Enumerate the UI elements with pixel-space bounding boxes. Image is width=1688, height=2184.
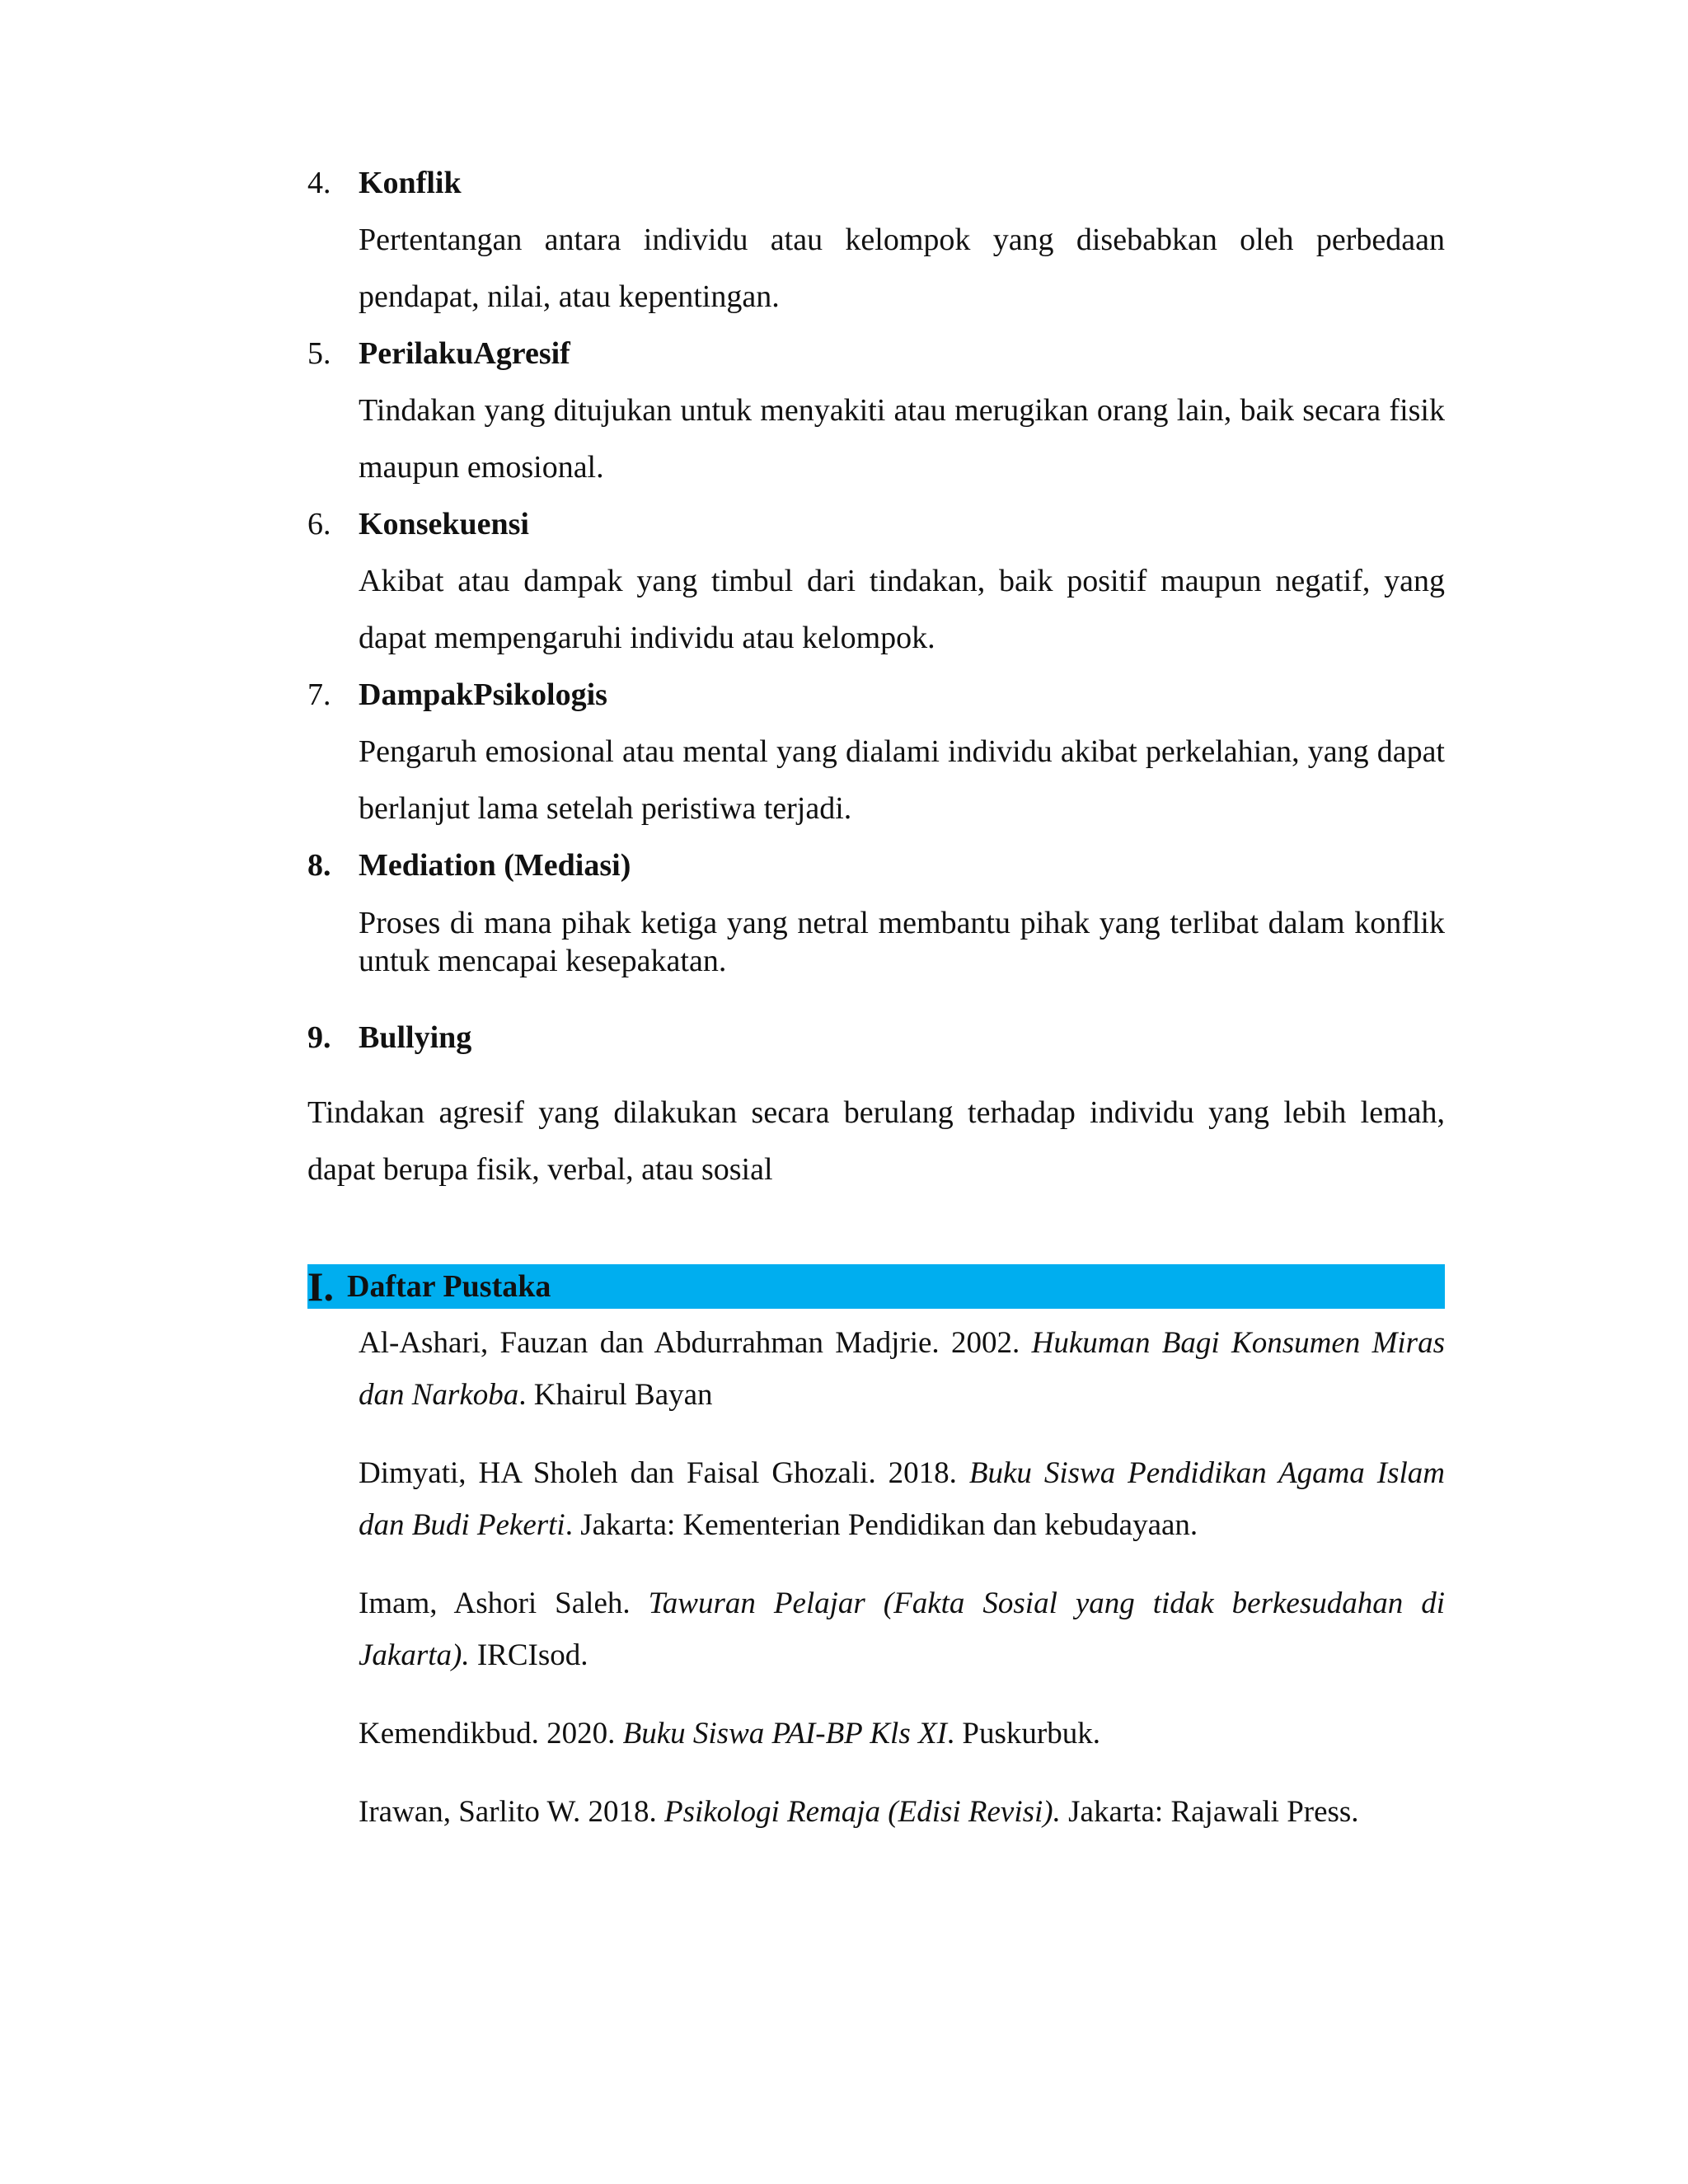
item-description: Akibat atau dampak yang timbul dari tindakan, baik positif maupun negatif, yang dapat mempengaruhi individu atau kelompok.	[359, 564, 1445, 655]
reference-item	[359, 1577, 1445, 1681]
reference-author: Dimyati, HA Sholeh dan Faisal Ghozali. 2018.	[359, 1456, 969, 1490]
item-description: Pengaruh emosional atau mental yang dialami individu akibat perkelahian, yang dapat berlanjut lama setelah peristiwa terjadi.	[359, 734, 1445, 826]
item-number: 8.	[307, 848, 331, 883]
reference-item	[359, 1317, 1445, 1421]
item-term: DampakPsikologis	[359, 677, 607, 712]
reference-title: Psikologi Remaja (Edisi Revisi).	[663, 1795, 1061, 1829]
glossary-item-konsekuensi	[307, 496, 1445, 553]
glossary-item-perilaku-agresif	[307, 326, 1445, 382]
reference-publisher: IRCIsod.	[469, 1638, 588, 1672]
item-term: Mediation (Mediasi)	[359, 848, 631, 883]
glossary-item-dampak-psikologis	[307, 667, 1445, 724]
reference-title: Tawuran Pelajar (Fakta Sosial yang tidak berkesudahan di Jakarta).	[359, 1586, 1445, 1672]
item-description: Tindakan agresif yang dilakukan secara berulang terhadap individu yang lebih lemah, dapat berupa fisik, verbal, atau sosial	[307, 1095, 1445, 1187]
reference-item	[359, 1786, 1445, 1838]
item-number: 4.	[307, 166, 331, 200]
item-number: 6.	[307, 507, 331, 541]
item-term: PerilakuAgresif	[359, 336, 570, 371]
section-number: I.	[307, 1263, 334, 1310]
section-heading-bar	[307, 1264, 1445, 1309]
reference-list	[359, 1317, 1445, 1838]
item-description: Pertentangan antara individu atau kelompok yang disebabkan oleh perbedaan pendapat, nilai, atau kepentingan.	[359, 223, 1445, 314]
reference-publisher: Jakarta: Rajawali Press.	[1060, 1795, 1359, 1829]
page-content	[307, 155, 1445, 1864]
reference-item	[359, 1447, 1445, 1551]
item-number: 9.	[307, 1020, 331, 1055]
reference-item	[359, 1708, 1445, 1760]
item-description: Tindakan yang ditujukan untuk menyakiti atau merugikan orang lain, baik secara fisik maupun emosional.	[359, 393, 1445, 485]
reference-title: Buku Siswa PAI-BP Kls XI	[622, 1717, 947, 1750]
item-number: 7.	[307, 677, 331, 712]
glossary-item-konflik	[307, 155, 1445, 212]
reference-author: Al-Ashari, Fauzan dan Abdurrahman Madjrie. 2002.	[359, 1326, 1032, 1360]
reference-author: Kemendikbud. 2020.	[359, 1717, 623, 1750]
reference-author: Irawan, Sarlito W. 2018.	[359, 1795, 664, 1829]
reference-publisher: . Puskurbuk.	[946, 1717, 1100, 1750]
item-term: Konflik	[359, 166, 462, 200]
section-title: Daftar Pustaka	[347, 1269, 551, 1304]
item-term: Konsekuensi	[359, 507, 529, 541]
item-number: 5.	[307, 336, 331, 371]
item-term: Bullying	[359, 1020, 472, 1055]
reference-publisher: . Khairul Bayan	[518, 1378, 713, 1412]
reference-title: Hukuman Bagi Konsumen Miras dan Narkoba	[359, 1326, 1445, 1412]
reference-publisher: . Jakarta: Kementerian Pendidikan dan kebudayaan.	[565, 1508, 1198, 1542]
glossary-item-mediation	[307, 837, 1445, 894]
reference-title: Buku Siswa Pendidikan Agama Islam dan Budi Pekerti	[359, 1456, 1445, 1542]
item-description: Proses di mana pihak ketiga yang netral membantu pihak yang terlibat dalam konflik untuk mencapai kesepakatan.	[359, 906, 1445, 978]
glossary-item-bullying	[307, 1010, 1445, 1066]
reference-author: Imam, Ashori Saleh.	[359, 1586, 649, 1620]
